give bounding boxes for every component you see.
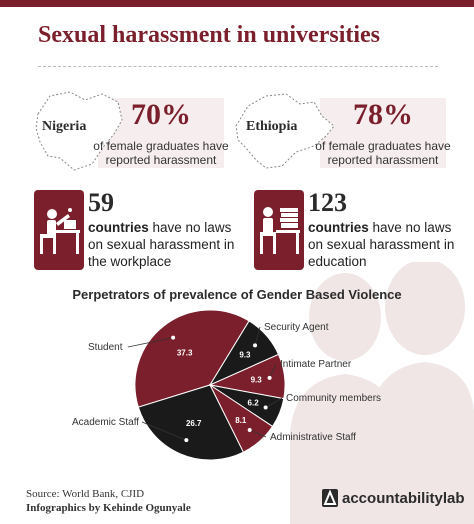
source-text: Source: World Bank, CJID bbox=[26, 488, 145, 500]
page-title: Sexual harassment in universities bbox=[38, 22, 381, 48]
nigeria-desc-line2: reported harassment bbox=[105, 153, 217, 167]
workplace-icon-box bbox=[34, 190, 84, 270]
ethiopia-label: Ethiopia bbox=[246, 119, 298, 134]
education-desc-rest: have no laws bbox=[368, 220, 452, 235]
top-accent-bar bbox=[0, 0, 474, 7]
nigeria-percent: 70% bbox=[131, 98, 191, 131]
ethiopia-desc-line2: reported harassment bbox=[327, 153, 439, 167]
title-divider bbox=[38, 66, 438, 67]
ethiopia-desc-line1: of female graduates have bbox=[315, 139, 451, 153]
office-worker-icon bbox=[34, 190, 84, 270]
education-desc-bold: countries bbox=[308, 220, 369, 235]
pie-value-label: 6.2 bbox=[247, 398, 259, 408]
education-desc bbox=[308, 219, 468, 270]
nigeria-label: Nigeria bbox=[42, 119, 87, 134]
student-reading-icon bbox=[254, 190, 304, 270]
education-icon-box bbox=[254, 190, 304, 270]
ethiopia-desc bbox=[314, 139, 452, 167]
perpetrators-pie-chart bbox=[0, 300, 474, 480]
pie-category-label: Security Agent bbox=[264, 322, 329, 333]
pie-leader-dot bbox=[248, 428, 252, 432]
pie-category-label: Intimate Partner bbox=[280, 359, 352, 370]
workplace-desc-line3: the workplace bbox=[88, 254, 172, 269]
accountability-lab-logo bbox=[322, 487, 465, 509]
credit-text: Infographics by Kehinde Ogunyale bbox=[26, 502, 191, 514]
education-desc-line2: on sexual harassment in bbox=[308, 237, 455, 252]
pie-value-label: 9.3 bbox=[250, 375, 262, 385]
pie-leader-dot bbox=[264, 405, 268, 409]
education-desc-line3: education bbox=[308, 254, 367, 269]
workplace-number: 59 bbox=[88, 188, 114, 217]
workplace-desc-bold: countries bbox=[88, 220, 149, 235]
pie-category-label: Student bbox=[88, 342, 123, 353]
pie-category-label: Academic Staff bbox=[72, 417, 140, 428]
pie-leader-dot bbox=[171, 336, 175, 340]
pie-value-label: 9.3 bbox=[239, 350, 251, 360]
pie-leader-dot bbox=[184, 438, 188, 442]
workplace-desc-line2: on sexual harassment in bbox=[88, 237, 235, 252]
education-number: 123 bbox=[308, 188, 347, 217]
nigeria-desc-line1: of female graduates have bbox=[93, 139, 229, 153]
pie-value-label: 37.3 bbox=[176, 348, 193, 358]
pie-leader-dot bbox=[268, 376, 272, 380]
workplace-desc-rest: have no laws bbox=[148, 220, 232, 235]
pie-category-label: Administrative Staff bbox=[270, 432, 356, 443]
logo-mark-icon bbox=[322, 489, 338, 507]
pie-value-label: 8.1 bbox=[235, 415, 247, 425]
education-desc-line1 bbox=[308, 219, 468, 236]
nigeria-desc bbox=[92, 139, 230, 167]
chart-title: Perpetrators of prevalence of Gender Based Violence bbox=[72, 287, 402, 302]
workplace-desc bbox=[88, 219, 238, 270]
pie-category-label: Community members bbox=[286, 393, 382, 404]
ethiopia-percent: 78% bbox=[353, 98, 413, 131]
logo-text: accountabilitylab bbox=[342, 489, 465, 507]
pie-value-label: 26.7 bbox=[185, 418, 202, 428]
workplace-desc-line1 bbox=[88, 219, 238, 236]
pie-leader-dot bbox=[253, 343, 257, 347]
